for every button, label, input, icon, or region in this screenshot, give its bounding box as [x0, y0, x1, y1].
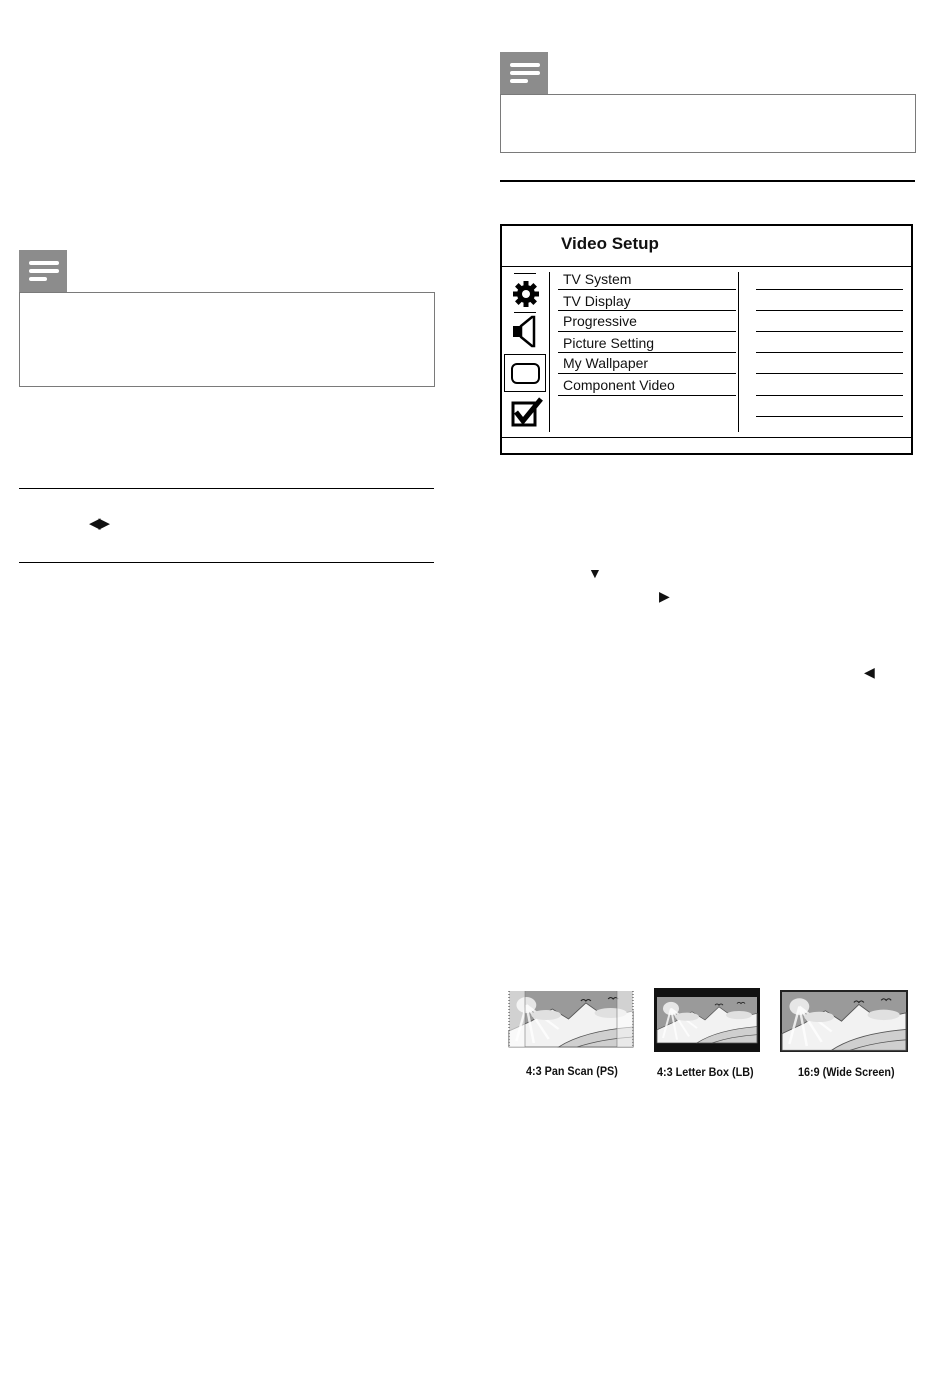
menu-item-progressive[interactable]: Progressive — [563, 313, 637, 329]
checkbox-icon — [504, 394, 546, 432]
section-rule — [19, 488, 434, 489]
right-arrow-icon: ▶ — [659, 588, 670, 604]
note-box-right — [500, 94, 916, 153]
menu-icon-audio[interactable] — [504, 313, 546, 351]
note-icon — [19, 250, 67, 292]
letter-box-image — [654, 988, 760, 1057]
note-icon — [500, 52, 548, 94]
pan-scan-image — [506, 988, 636, 1055]
menu-icon-video[interactable] — [504, 354, 546, 392]
menu-item-my-wallpaper[interactable]: My Wallpaper — [563, 355, 649, 371]
wide-screen-label: 16:9 (Wide Screen) — [798, 1065, 895, 1079]
value-field — [756, 395, 903, 396]
pan-scan-label: 4:3 Pan Scan (PS) — [526, 1064, 618, 1078]
left-right-arrows-icon: ◀▶ — [89, 515, 109, 532]
section-rule — [19, 562, 434, 563]
menu-item-picture-setting[interactable]: Picture Setting — [563, 335, 655, 351]
menu-icon-general[interactable] — [504, 274, 546, 312]
section-rule — [500, 180, 915, 182]
gear-icon — [504, 274, 546, 312]
value-field — [756, 310, 903, 311]
value-field — [756, 416, 903, 417]
video-setup-menu — [500, 224, 913, 455]
speaker-icon — [504, 313, 546, 351]
wide-screen-image — [780, 990, 908, 1057]
menu-title: Video Setup — [561, 234, 659, 253]
letter-box-label: 4:3 Letter Box (LB) — [657, 1065, 754, 1079]
note-box-left — [19, 292, 435, 387]
value-field — [756, 352, 903, 353]
menu-item-tv-display[interactable]: TV Display — [563, 293, 631, 309]
down-arrow-icon: ▼ — [588, 565, 602, 581]
value-field — [756, 373, 903, 374]
left-arrow-icon: ◀ — [864, 664, 875, 680]
value-field — [756, 331, 903, 332]
menu-item-tv-system[interactable]: TV System — [563, 271, 632, 287]
value-field — [756, 289, 903, 290]
display-icon — [505, 355, 545, 391]
menu-icon-preferences[interactable] — [504, 394, 546, 432]
menu-item-component-video[interactable]: Component Video — [563, 377, 675, 393]
